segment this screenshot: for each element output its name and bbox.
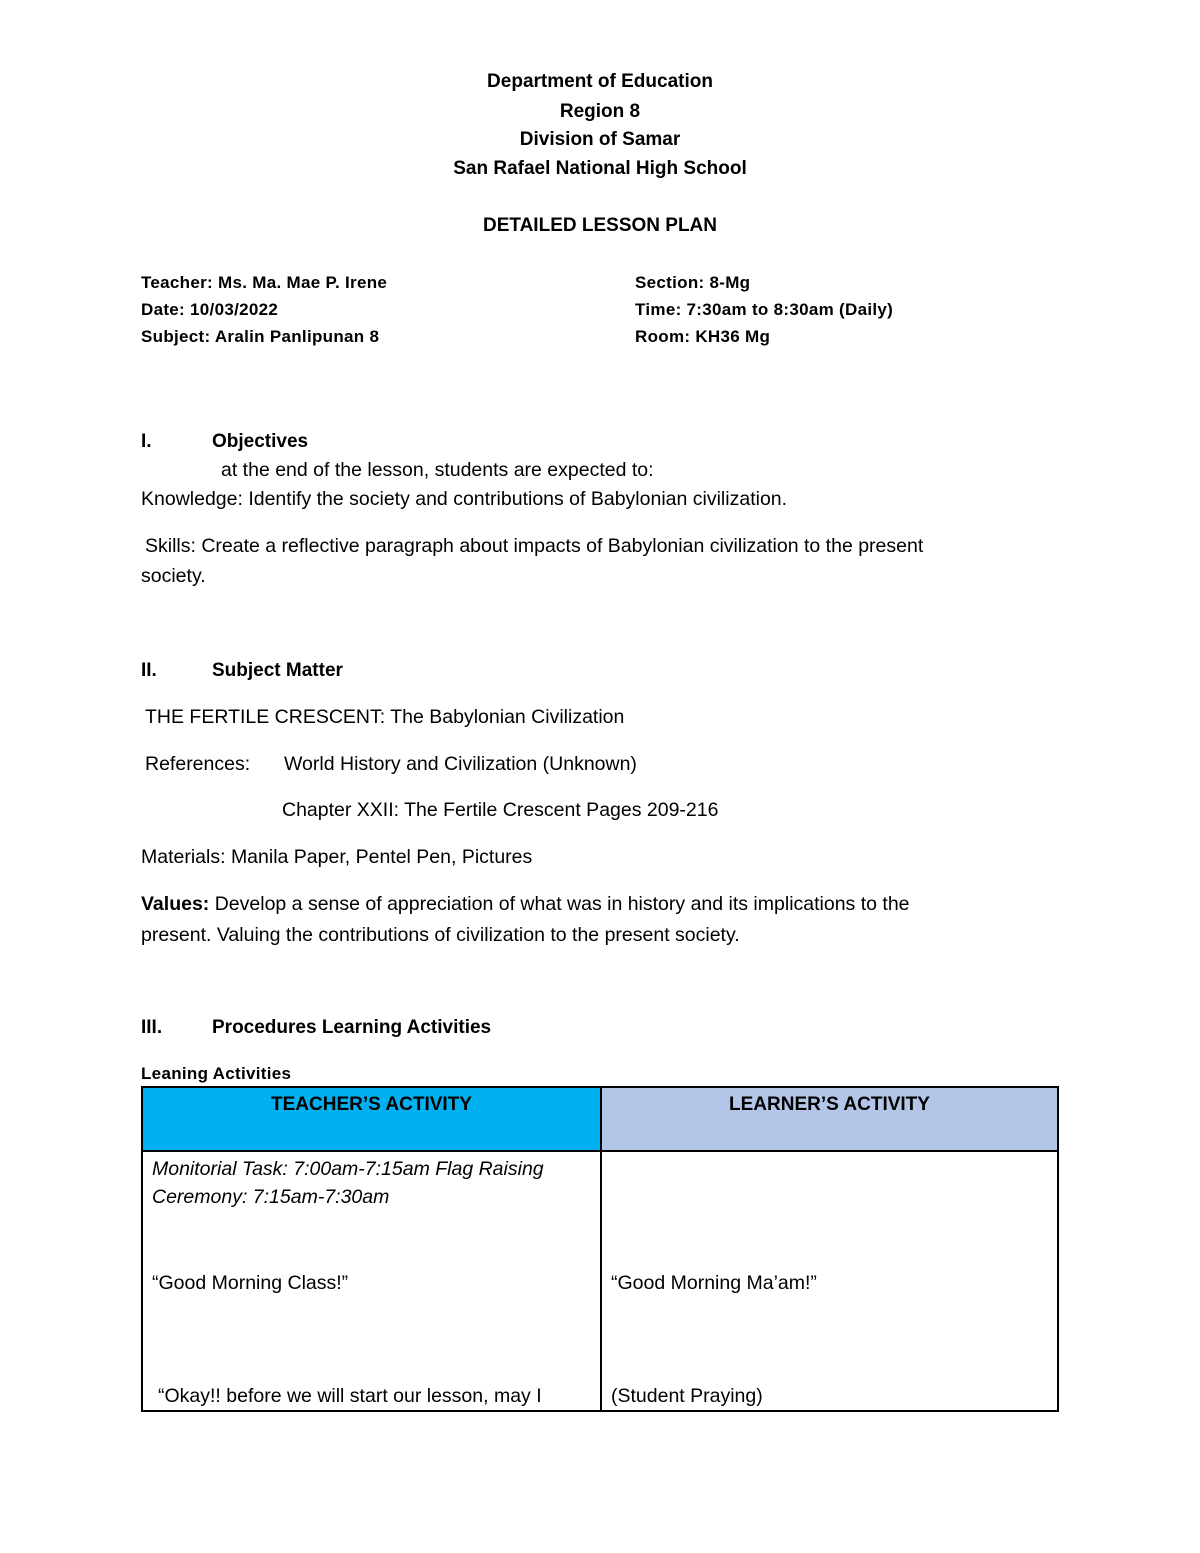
procedures-heading: Procedures Learning Activities bbox=[212, 1017, 492, 1038]
references-book: World History and Civilization (Unknown) bbox=[284, 753, 637, 775]
teacher-greeting: “Good Morning Class!” bbox=[152, 1272, 349, 1294]
learning-activities-table bbox=[141, 1086, 1059, 1412]
subject-info: Subject: Aralin Panlipunan 8 bbox=[141, 327, 380, 346]
skills-objective-line2: society. bbox=[141, 565, 206, 587]
references-label: References: bbox=[145, 753, 251, 775]
section-info: Section: 8-Mg bbox=[635, 273, 751, 292]
knowledge-objective: Knowledge: Identify the society and contributions of Babylonian civilization. bbox=[141, 488, 788, 510]
school-heading: San Rafael National High School bbox=[453, 158, 747, 179]
room-info: Room: KH36 Mg bbox=[635, 327, 771, 346]
teacher-activity-cell bbox=[142, 1151, 601, 1411]
learner-greeting: “Good Morning Ma’am!” bbox=[611, 1272, 817, 1294]
learner-activity-header: LEARNER’S ACTIVITY bbox=[601, 1087, 1058, 1151]
materials-line: Materials: Manila Paper, Pentel Pen, Pictures bbox=[141, 846, 533, 868]
objectives-heading: Objectives bbox=[212, 431, 309, 452]
subject-matter-heading: Subject Matter bbox=[212, 660, 343, 681]
values-label: Values: bbox=[141, 893, 210, 915]
table-header-row bbox=[142, 1087, 1058, 1151]
values-line1 bbox=[141, 893, 910, 916]
values-line2: present. Valuing the contributions of civilization to the present society. bbox=[141, 924, 740, 946]
learner-activity-cell bbox=[601, 1151, 1058, 1411]
learner-prayer-line: (Student Praying) bbox=[611, 1385, 763, 1407]
division-heading: Division of Samar bbox=[519, 129, 681, 150]
lesson-topic: THE FERTILE CRESCENT: The Babylonian Civilization bbox=[145, 706, 625, 728]
teacher-activity-header: TEACHER’S ACTIVITY bbox=[142, 1087, 601, 1151]
teacher-info: Teacher: Ms. Ma. Mae P. Irene bbox=[141, 273, 388, 292]
objectives-number: I. bbox=[141, 431, 152, 452]
values-text: Develop a sense of appreciation of what was in history and its implications to the bbox=[214, 893, 910, 915]
monitorial-task-line1: Monitorial Task: 7:00am-7:15am Flag Raising bbox=[152, 1158, 544, 1180]
references-chapter: Chapter XXII: The Fertile Crescent Pages 209-216 bbox=[282, 799, 719, 821]
region-heading: Region 8 bbox=[559, 101, 641, 122]
table-caption: Leaning Activities bbox=[141, 1064, 292, 1083]
skills-objective-line1: Skills: Create a reflective paragraph about impacts of Babylonian civilization to the present bbox=[145, 535, 924, 557]
objectives-intro: at the end of the lesson, students are expected to: bbox=[221, 459, 654, 481]
time-info: Time: 7:30am to 8:30am (Daily) bbox=[635, 300, 894, 319]
table-row bbox=[142, 1151, 1058, 1411]
monitorial-task-line2: Ceremony: 7:15am-7:30am bbox=[152, 1186, 390, 1208]
document-title: DETAILED LESSON PLAN bbox=[483, 215, 717, 236]
date-info: Date: 10/03/2022 bbox=[141, 300, 279, 319]
procedures-number: III. bbox=[141, 1017, 163, 1038]
department-heading: Department of Education bbox=[487, 71, 713, 92]
teacher-prayer-line: “Okay!! before we will start our lesson, may I bbox=[158, 1385, 542, 1407]
subject-matter-number: II. bbox=[141, 660, 157, 681]
